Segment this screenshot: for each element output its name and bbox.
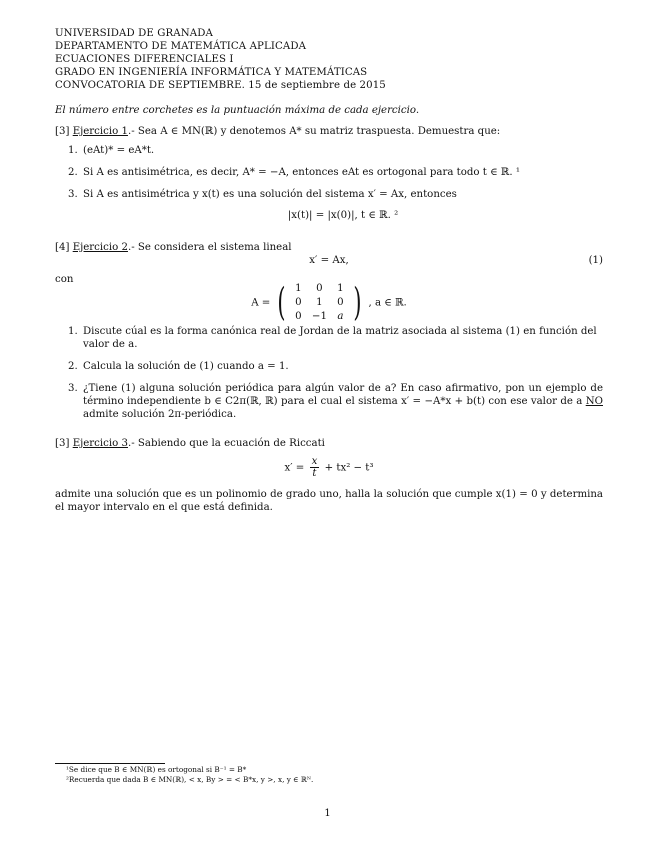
fraction-numerator: x xyxy=(311,456,318,468)
exercise-1-item-3 xyxy=(81,188,603,222)
exercise-2-item-3 xyxy=(81,382,603,421)
exercise-1-intro: .- Sea A ∈ MN(ℝ) y denotemos A* su matriz traspuesta. Demuestra que: xyxy=(127,126,501,138)
exercise-2-heading xyxy=(55,241,603,254)
right-paren: ) xyxy=(353,280,362,325)
footnotes xyxy=(66,765,606,785)
exercise-3-heading xyxy=(55,437,603,450)
matrix-cell: −1 xyxy=(311,310,327,322)
matrix-cell: 0 xyxy=(337,296,344,308)
matrix-suffix: , a ∈ ℝ. xyxy=(368,297,407,309)
exercise-1-item-2: 2. Si A es antisimétrica, es decir, A* = −A, entonces eAt es ortogonal para todo t ∈ ℝ. ¹ xyxy=(81,166,603,179)
matrix-cell: 1 xyxy=(337,282,344,294)
footnote-rule xyxy=(55,763,165,764)
exam-page xyxy=(55,27,603,514)
matrix-cell: 0 xyxy=(295,310,302,322)
riccati-right: + tx² − t³ xyxy=(324,462,374,474)
matrix-cell: 1 xyxy=(295,282,302,294)
matrix-grid xyxy=(288,282,350,323)
matrix-label: A = xyxy=(251,297,271,309)
exercise-3-intro: .- Sabiendo que la ecuación de Riccati xyxy=(127,438,325,450)
footnote-1: ¹Se dice que B ∈ MN(ℝ) es ortogonal si B⁻¹ = B* xyxy=(66,765,247,774)
matrix-cell: 0 xyxy=(316,282,323,294)
points-note: El número entre corchetes es la puntuación máxima de cada ejercicio. xyxy=(55,105,420,117)
page-number: 1 xyxy=(324,808,331,819)
system-equation xyxy=(55,254,603,267)
exercise-1 xyxy=(55,125,603,222)
footnote-2: ²Recuerda que dada B ∈ MN(ℝ), < x, By > = < B*x, y >, x, y ∈ ℝᴺ. xyxy=(66,774,314,784)
exercise-2-title: Ejercicio 2 xyxy=(72,241,128,253)
equation-number: (1) xyxy=(588,254,603,266)
header-course: ECUACIONES DIFERENCIALES I xyxy=(55,54,234,66)
exercise-2-points: [4] xyxy=(55,241,70,253)
fraction xyxy=(310,456,320,479)
con-label: con xyxy=(55,273,74,285)
exercise-2-item-2: 2. Calcula la solución de (1) cuando a = 1. xyxy=(81,360,603,373)
exercise-3 xyxy=(55,437,603,514)
matrix-definition xyxy=(55,282,603,323)
exam-header xyxy=(55,27,603,92)
header-degree: GRADO EN INGENIERÍA INFORMÁTICA Y MATEMÁTICAS xyxy=(55,67,368,79)
system-equation-text: x′ = Ax, xyxy=(309,254,349,266)
fraction-denominator: t xyxy=(312,468,317,480)
matrix-cell: a xyxy=(337,310,344,322)
exercise-2-intro: .- Se considera el sistema lineal xyxy=(127,241,292,253)
exercise-1-points: [3] xyxy=(55,126,70,138)
exercise-3-points: [3] xyxy=(55,438,70,450)
matrix-cell: 1 xyxy=(316,296,323,308)
riccati-left: x′ = xyxy=(284,462,305,474)
exercise-2-items xyxy=(55,325,603,421)
matrix-a xyxy=(274,282,366,323)
exercise-2-item-3-end: admite solución 2π-periódica. xyxy=(83,409,237,421)
exercise-1-equation: |x(t)| = |x(0)|, t ∈ ℝ. ² xyxy=(287,210,399,222)
no-emphasis: NO xyxy=(585,395,603,407)
header-department: DEPARTAMENTO DE MATEMÁTICA APLICADA xyxy=(55,41,307,53)
riccati-equation xyxy=(55,456,603,479)
matrix-cell: 0 xyxy=(295,296,302,308)
exercise-1-item-1: 1. (eAt)* = eA*t. xyxy=(81,144,603,157)
exercise-2 xyxy=(55,241,603,422)
exercise-3-text: admite una solución que es un polinomio de grado uno, halla la solución que cumple x(1) = 0 y determina el mayor intervalo en el que está definida. xyxy=(55,488,603,513)
exercise-1-items xyxy=(55,144,603,222)
header-call: CONVOCATORIA DE SEPTIEMBRE. 15 de septiembre de 2015 xyxy=(55,80,386,92)
exercise-1-item-3-text: Si A es antisimétrica y x(t) es una solución del sistema x′ = Ax, entonces xyxy=(83,189,457,201)
header-university: UNIVERSIDAD DE GRANADA xyxy=(55,28,213,39)
exercise-3-title: Ejercicio 3 xyxy=(72,438,128,450)
left-paren: ( xyxy=(276,280,286,325)
exercise-1-heading xyxy=(55,125,603,138)
exercise-2-item-1: 1. Discute cúal es la forma canónica real de Jordan de la matriz asociada al sistema (1) en función del valor de a. xyxy=(81,325,603,351)
exercise-2-item-3-text: ¿Tiene (1) alguna solución periódica para algún valor de a? En caso afirmativo, pon un ejemplo de término independiente b ∈ C2π(ℝ, ℝ) para el cual el sistema x′ = −A*x + b(t) con ese valor de a xyxy=(83,382,603,407)
exercise-1-title: Ejercicio 1 xyxy=(72,126,128,138)
